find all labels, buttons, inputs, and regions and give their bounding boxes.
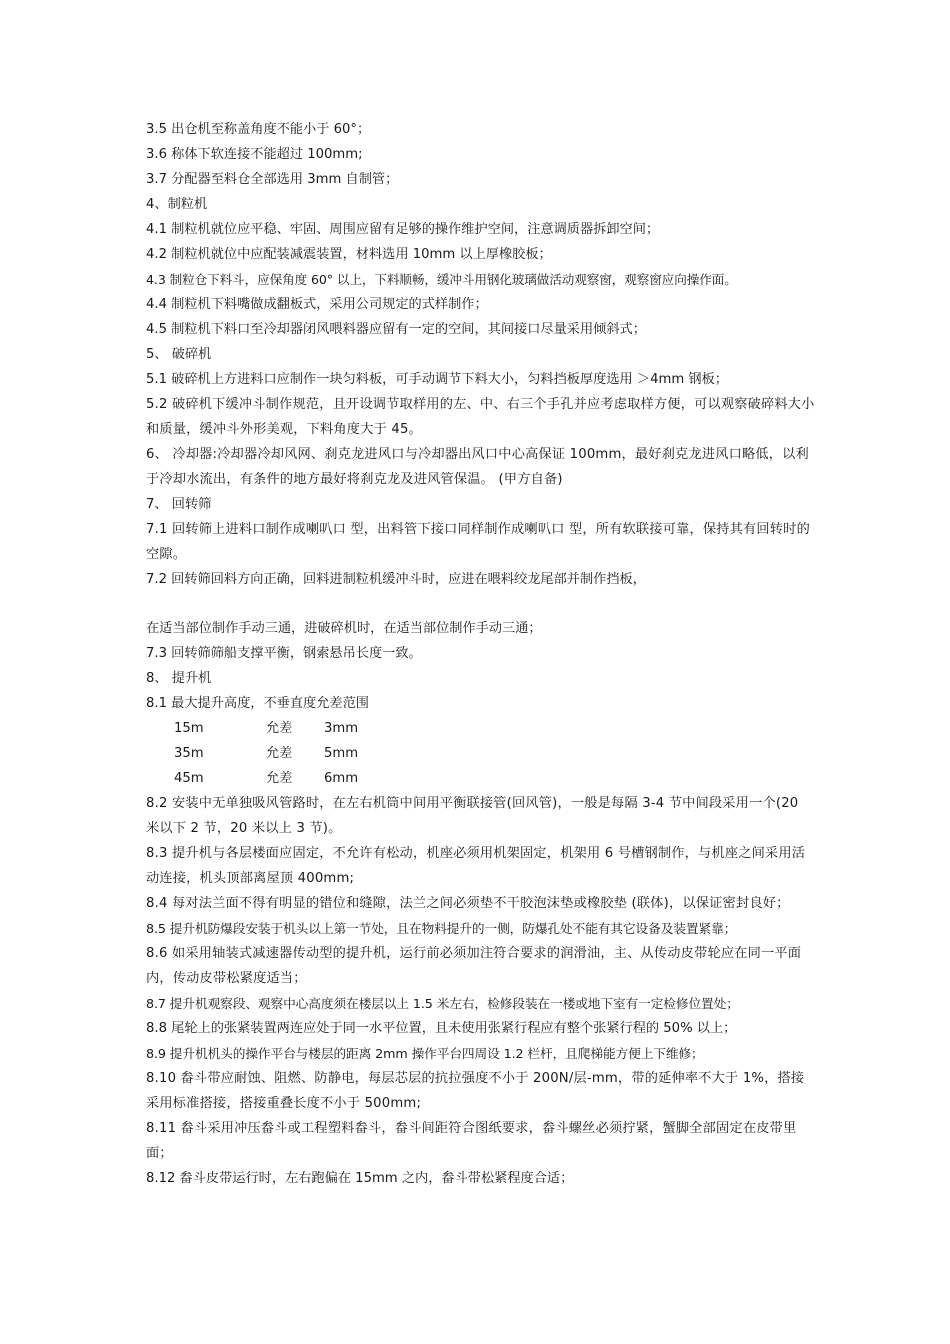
para-4-5: 4.5 制粒机下料口至冷却器闭风喂料器应留有一定的空间，其间接口尽量采用倾斜式； (146, 322, 646, 337)
para-4-2: 4.2 制粒机就位中应配装减震装置，材料选用 10mm 以上厚橡胶板； (146, 247, 552, 262)
section-8-heading: 8、 提升机 (146, 671, 212, 686)
tolerance-label: 允差 (266, 746, 293, 761)
para-8-1: 8.1 最大提升高度，不垂直度允差范围 (146, 696, 369, 711)
para-8-6: 8.6 如采用轴装式减速器传动型的提升机，运行前必须加注符合要求的润滑油，主、从传动皮带轮应在同一平面内，传动皮带松紧度适当； (146, 946, 802, 986)
tolerance-row (146, 716, 816, 741)
para-8-5: 8.5 提升机防爆段安装于机头以上第一节处，且在物料提升的一侧，防爆孔处不能有其它设备及装置紧靠； (146, 921, 737, 936)
para-3-6: 3.6 称体下软连接不能超过 100mm; (146, 147, 363, 162)
tolerance-value: 3mm (324, 721, 359, 736)
para-8-10: 8.10 畚斗带应耐蚀、阻燃、防静电，每层芯层的抗拉强度不小于 200N/层-mm，带的延伸率不大于 1%，搭接采用标准搭接，搭接重叠长度不小于 500mm; (146, 1071, 805, 1111)
para-5-1: 5.1 破碎机上方进料口应制作一块匀料板，可手动调节下料大小，匀料挡板厚度选用 ＞4mm 钢板； (146, 372, 728, 387)
para-7-3: 7.3 回转筛筛船支撑平衡，钢索悬吊长度一致。 (146, 646, 422, 661)
para-7-2: 7.2 回转筛回料方向正确，回料进制粒机缓冲斗时，应进在喂料绞龙尾部并制作挡板， (146, 572, 646, 587)
tolerance-label: 允差 (266, 721, 293, 736)
document-page (146, 117, 816, 1191)
para-8-2: 8.2 安装中无单独吸风管路时，在左右机筒中间用平衡联接管(回风管)，一般是每隔 3-4 节中间段采用一个(20 米以下 2 节，20 米以上 3 节)。 (146, 796, 799, 836)
section-5-heading: 5、 破碎机 (146, 347, 212, 362)
section-6-cooler: 6、 冷却器:冷却器冷却风网、刹克龙进风口与冷却器出风口中心高保证 100mm，最好刹克龙进风口略低，以利于冷却水流出，有条件的地方最好将刹克龙及进风管保温。 (甲方自备) (146, 447, 809, 487)
para-5-2: 5.2 破碎机下缓冲斗制作规范，且开设调节取样用的左、中、右三个手孔并应考虑取样方便，可以观察破碎料大小和质量，缓冲斗外形美观，下料角度大于 45。 (146, 397, 815, 437)
para-7-2-cont: 在适当部位制作手动三通，进破碎机时，在适当部位制作手动三通； (146, 621, 542, 636)
tolerance-value: 5mm (324, 746, 359, 761)
para-4-4: 4.4 制粒机下料嘴做成翻板式，采用公司规定的式样制作； (146, 297, 488, 312)
para-8-8: 8.8 尾轮上的张紧装置两连应处于同一水平位置，且未使用张紧行程应有整个张紧行程的 50% 以上； (146, 1021, 737, 1036)
para-7-1: 7.1 回转筛上进料口制作成喇叭口 型，出料管下接口同样制作成喇叭口 型，所有软联接可靠，保持其有回转时的空隙。 (146, 522, 810, 562)
para-3-5: 3.5 出仓机至称盖角度不能小于 60°； (146, 122, 371, 137)
tolerance-height: 45m (174, 771, 204, 786)
tolerance-label: 允差 (266, 771, 293, 786)
blank-line (146, 592, 816, 616)
tolerance-height: 15m (174, 721, 204, 736)
tolerance-height: 35m (174, 746, 204, 761)
section-7-heading: 7、 回转筛 (146, 497, 212, 512)
para-8-12: 8.12 畚斗皮带运行时，左右跑偏在 15mm 之内，畚斗带松紧程度合适； (146, 1171, 574, 1186)
tolerance-value: 6mm (324, 771, 359, 786)
tolerance-row (146, 766, 816, 791)
para-4-1: 4.1 制粒机就位应平稳、牢固、周围应留有足够的操作维护空间，注意调质器拆卸空间； (146, 222, 660, 237)
para-8-7: 8.7 提升机观察段、观察中心高度须在楼层以上 1.5 米左右，检修段装在一楼或地下室有一定检修位置处； (146, 996, 739, 1011)
tolerance-row (146, 741, 816, 766)
para-8-3: 8.3 提升机与各层楼面应固定，不允许有松动，机座必须用机架固定，机架用 6 号槽钢制作，与机座之间采用活动连接，机头顶部离屋顶 400mm; (146, 846, 806, 886)
para-8-4: 8.4 每对法兰面不得有明显的错位和缝隙，法兰之间必须垫不干胶泡沫垫或橡胶垫 (联体)，以保证密封良好； (146, 896, 790, 911)
para-3-7: 3.7 分配器至料仓全部选用 3mm 自制管； (146, 172, 399, 187)
para-8-9: 8.9 提升机机头的操作平台与楼层的距离 2mm 操作平台四周设 1.2 栏杆，且爬梯能方便上下维修； (146, 1046, 704, 1061)
para-4-3: 4.3 制粒仓下料斗，应保角度 60° 以上，下料顺畅，缓冲斗用钢化玻璃做活动观察窗，观察窗应向操作面。 (146, 272, 737, 287)
section-4-heading: 4、制粒机 (146, 197, 208, 212)
para-8-11: 8.11 畚斗采用冲压畚斗或工程塑料畚斗，畚斗间距符合图纸要求，畚斗螺丝必须拧紧，蟹脚全部固定在皮带里面； (146, 1121, 797, 1161)
